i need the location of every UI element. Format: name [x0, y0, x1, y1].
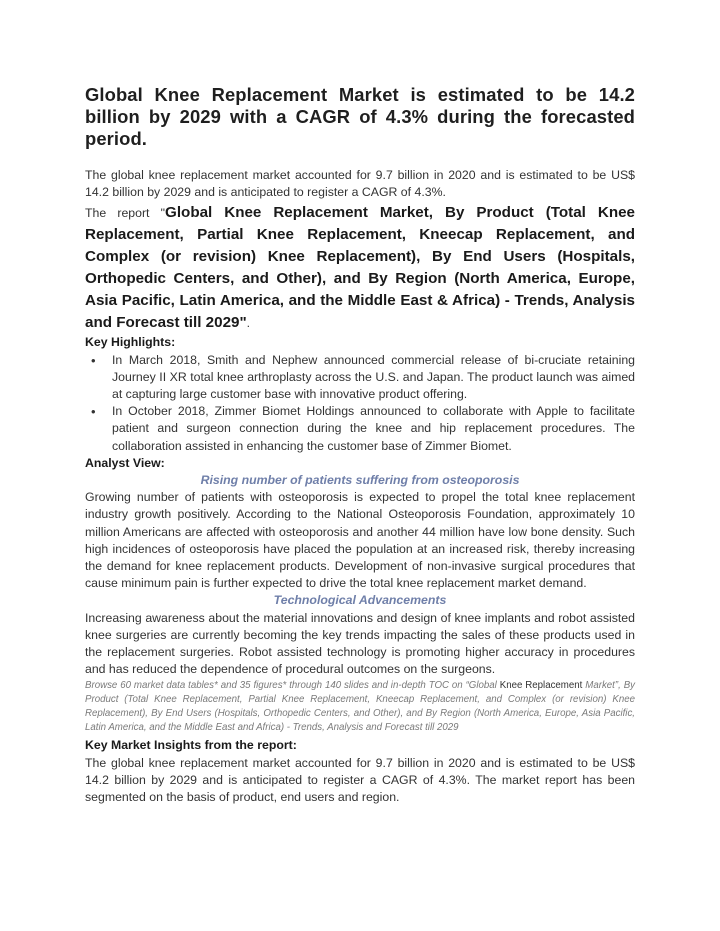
browse-link-knee-replacement[interactable]: Knee Replacement	[499, 680, 583, 692]
browse-text-after: Market”, By Product (Total Knee Replacement, Partial Knee Replacement, Kneecap Replacement, and Complex (or revision) Knee Replacement), By End Users (Hospitals, Orthopedic Centers, and Other), and By Region (North America, Europe, Asia Pacific, Latin America, and the Middle East and Africa) - Trends, Analysis and Forecast till 2029	[85, 680, 636, 734]
list-item: • In March 2018, Smith and Nephew announced commercial release of bi-cruciate retaining Journey II XR total knee arthroplasty across the U.S. and Japan. The product launch was aimed at capturing large customer base with innovative product offering.	[112, 352, 635, 404]
list-item: • In October 2018, Zimmer Biomet Holdings announced to collaborate with Apple to facilitate patient and surgeon connection during the knee and hip replacement procedures. The collaboration assisted in enhancing the customer base of Zimmer Biomet.	[112, 403, 635, 455]
browse-text-before: Browse 60 market data tables* and 35 figures* through 140 slides and in-depth TOC on “Global	[85, 680, 500, 692]
key-highlights-heading: Key Highlights:	[85, 335, 176, 350]
report-prefix: The report "	[85, 206, 166, 221]
browse-note	[85, 679, 635, 735]
section-body: Growing number of patients with osteoporosis is expected to propel the total knee replacement industry growth positively. According to the National Osteoporosis Foundation, approximately 10 million Americans are affected with osteoporosis and another 44 million have low bone density. Such high incidences of osteoporosis have placed the population at an increased risk, thereby increasing the demand for knee replacement products. Development of non-invasive surgical procedures that cause minimum pain is further expected to drive the total knee replacement market demand.	[85, 490, 635, 591]
key-highlights-list	[85, 352, 635, 455]
section-body: Increasing awareness about the material innovations and design of knee implants and robot assisted knee surgeries are currently becoming the key trends impacting the sales of these products used in the replacement surgeries. Robot assisted technology is promoting higher accuracy in procedures and has reduced the dependence of procedural outcomes on the surgeons.	[85, 610, 635, 677]
report-paragraph	[85, 202, 635, 334]
key-insights-body: The global knee replacement market accounted for 9.7 billion in 2020 and is estimated to be US$ 14.2 billion by 2029 and is anticipated to register a CAGR of 4.3%. The market report has been segmented on the basis of product, end users and region.	[85, 755, 635, 805]
report-title: Global Knee Replacement Market, By Product (Total Knee Replacement, Partial Knee Replacement, Kneecap Replacement, and Complex (or revision) Knee Replacement), By End Users (Hospitals, Orthopedic Centers, and Other), and By Region (North America, Europe, Asia Pacific, Latin America, and the Middle East & Africa) - Trends, Analysis and Forecast till 2029"	[85, 204, 636, 332]
key-insights-heading: Key Market Insights from the report:	[85, 738, 297, 753]
analyst-view-heading: Analyst View:	[85, 455, 165, 470]
document-title: Global Knee Replacement Market is estimated to be 14.2 billion by 2029 with a CAGR of 4.3% during the forecasted period.	[85, 84, 635, 149]
document-body	[85, 84, 635, 806]
report-suffix: .	[246, 316, 251, 331]
section-subheading: Technological Advancements	[273, 593, 447, 608]
section-subheading: Rising number of patients suffering from osteoporosis	[200, 473, 520, 488]
intro-paragraph: The global knee replacement market accounted for 9.7 billion in 2020 and is estimated to be US$ 14.2 billion by 2029 and is anticipated to register a CAGR of 4.3%.	[85, 168, 635, 200]
